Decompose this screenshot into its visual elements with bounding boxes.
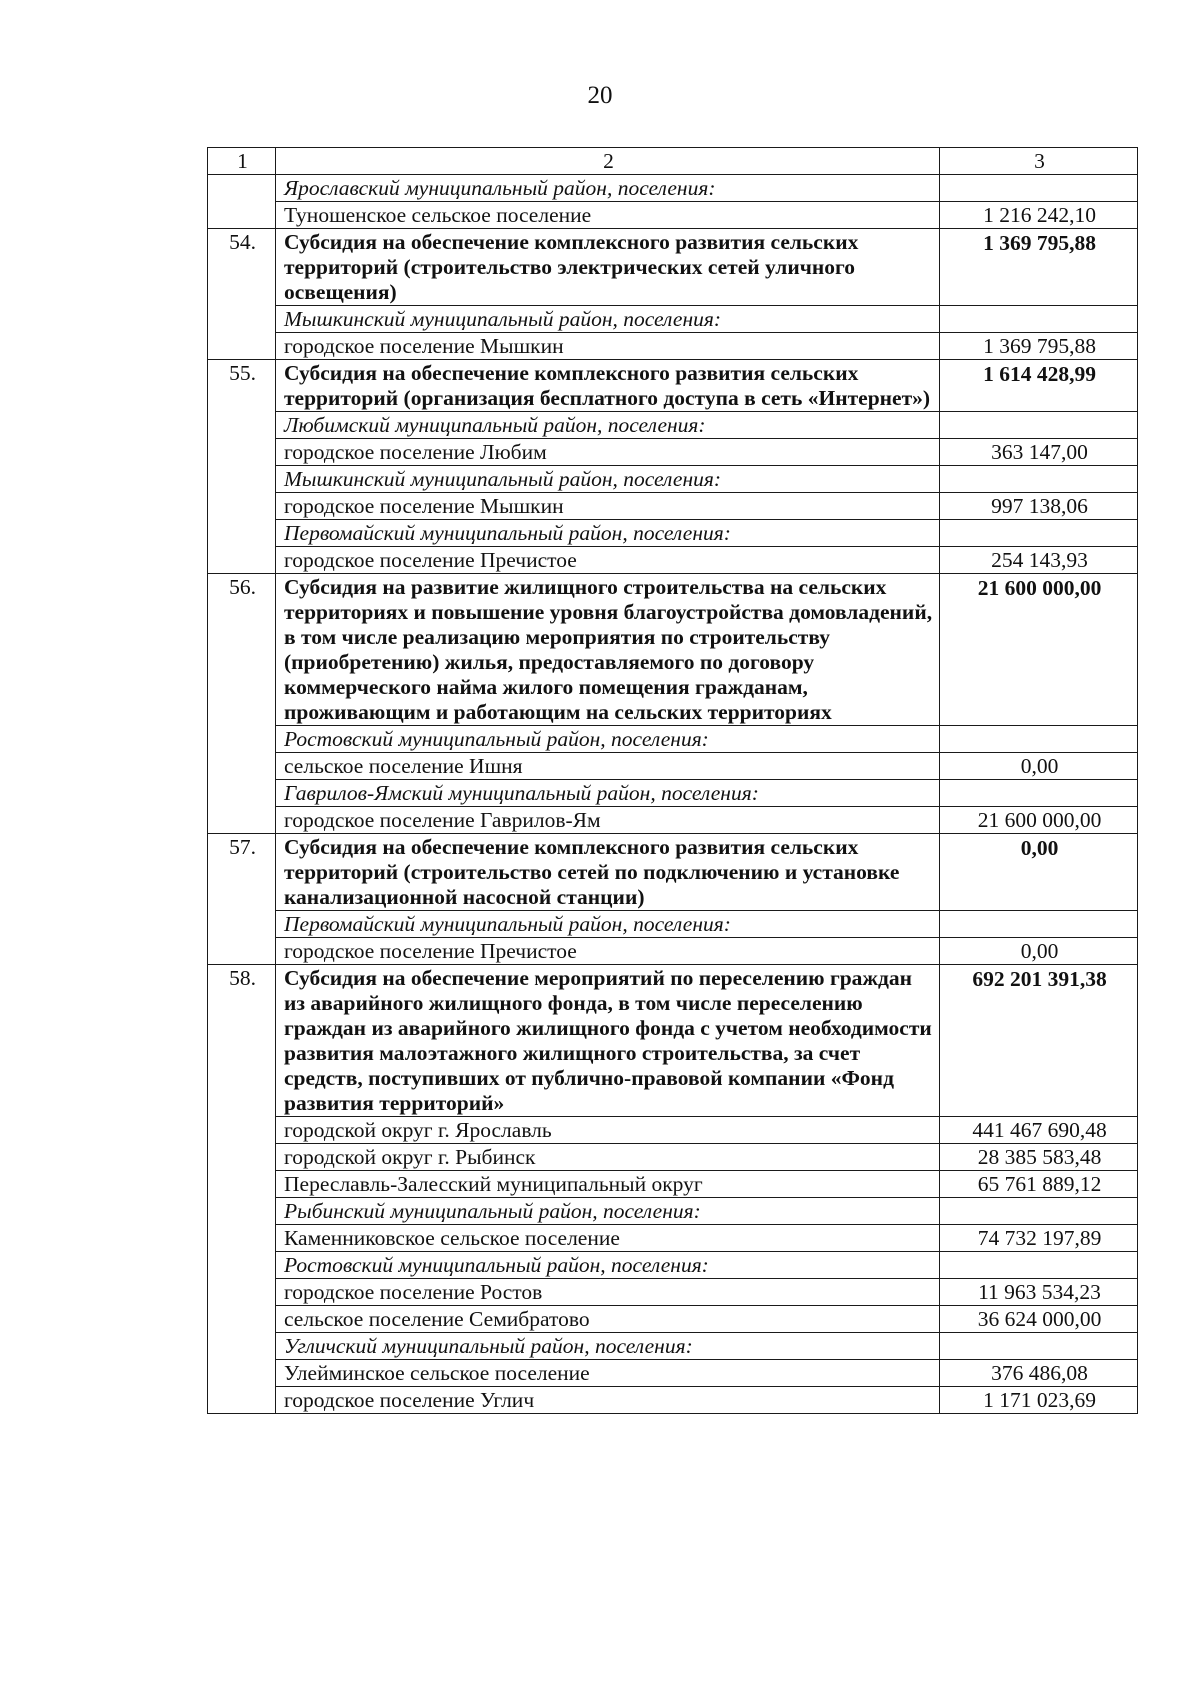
item-description: Субсидия на обеспечение комплексного развития сельских территорий (строительство электрических сетей уличного освещения) bbox=[276, 229, 940, 306]
table-row-item bbox=[208, 574, 1138, 726]
amount-cell: 1 614 428,99 bbox=[940, 360, 1138, 412]
table-row bbox=[208, 202, 1138, 229]
row-number-cell bbox=[208, 493, 276, 520]
table-row bbox=[208, 333, 1138, 360]
table-row bbox=[208, 493, 1138, 520]
table-body bbox=[208, 175, 1138, 1414]
district-subheader: Ярославский муниципальный район, поселения: bbox=[276, 175, 940, 202]
row-number-cell bbox=[208, 439, 276, 466]
row-number-cell bbox=[208, 547, 276, 574]
row-number-cell: 54. bbox=[208, 229, 276, 306]
amount-cell: 441 467 690,48 bbox=[940, 1117, 1138, 1144]
amount-cell: 376 486,08 bbox=[940, 1360, 1138, 1387]
table-row-item bbox=[208, 834, 1138, 911]
district-subheader: Мышкинский муниципальный район, поселения: bbox=[276, 466, 940, 493]
header-col-1: 1 bbox=[208, 148, 276, 175]
settlement-name: городское поселение Мышкин bbox=[276, 493, 940, 520]
row-number-cell bbox=[208, 1279, 276, 1306]
row-number-cell bbox=[208, 520, 276, 547]
item-description: Субсидия на развитие жилищного строительства на сельских территориях и повышение уровня благоустройства домовладений, в том числе реализацию мероприятия по строительству (приобретению) жилья, предоставляемого по договору коммерческого найма жилого помещения гражданам, проживающим и работающим на сельских территориях bbox=[276, 574, 940, 726]
table-row-item bbox=[208, 965, 1138, 1117]
settlement-name: городское поселение Мышкин bbox=[276, 333, 940, 360]
row-number-cell bbox=[208, 1171, 276, 1198]
table-row-subheader bbox=[208, 911, 1138, 938]
row-number-cell bbox=[208, 1225, 276, 1252]
settlement-name: городское поселение Ростов bbox=[276, 1279, 940, 1306]
row-number-cell bbox=[208, 1198, 276, 1225]
amount-cell: 21 600 000,00 bbox=[940, 807, 1138, 834]
table-row-item bbox=[208, 229, 1138, 306]
amount-cell: 0,00 bbox=[940, 753, 1138, 780]
row-number-cell: 57. bbox=[208, 834, 276, 911]
district-subheader: Угличский муниципальный район, поселения: bbox=[276, 1333, 940, 1360]
table-row-subheader bbox=[208, 175, 1138, 202]
header-col-2: 2 bbox=[276, 148, 940, 175]
district-subheader: Ростовский муниципальный район, поселения: bbox=[276, 1252, 940, 1279]
table-row bbox=[208, 753, 1138, 780]
row-number-cell bbox=[208, 753, 276, 780]
table-row-subheader bbox=[208, 1333, 1138, 1360]
amount-cell bbox=[940, 175, 1138, 202]
row-number-cell: 58. bbox=[208, 965, 276, 1117]
table-row bbox=[208, 439, 1138, 466]
amount-cell: 363 147,00 bbox=[940, 439, 1138, 466]
amount-cell bbox=[940, 1198, 1138, 1225]
row-number-cell bbox=[208, 1306, 276, 1333]
table-row bbox=[208, 1171, 1138, 1198]
district-subheader: Первомайский муниципальный район, поселения: bbox=[276, 520, 940, 547]
table-row-subheader bbox=[208, 306, 1138, 333]
settlement-name: Переславль-Залесский муниципальный округ bbox=[276, 1171, 940, 1198]
amount-cell bbox=[940, 520, 1138, 547]
item-description: Субсидия на обеспечение комплексного развития сельских территорий (строительство сетей по подключению и установке канализационной насосной станции) bbox=[276, 834, 940, 911]
table-row bbox=[208, 1306, 1138, 1333]
table-row bbox=[208, 807, 1138, 834]
district-subheader: Мышкинский муниципальный район, поселения: bbox=[276, 306, 940, 333]
table-row-subheader bbox=[208, 726, 1138, 753]
row-number-cell bbox=[208, 306, 276, 333]
table-row bbox=[208, 1387, 1138, 1414]
amount-cell: 0,00 bbox=[940, 938, 1138, 965]
amount-cell: 36 624 000,00 bbox=[940, 1306, 1138, 1333]
row-number-cell bbox=[208, 1117, 276, 1144]
amount-cell bbox=[940, 780, 1138, 807]
amount-cell: 21 600 000,00 bbox=[940, 574, 1138, 726]
row-number-cell: 55. bbox=[208, 360, 276, 412]
district-subheader: Гаврилов-Ямский муниципальный район, поселения: bbox=[276, 780, 940, 807]
table-row-subheader bbox=[208, 1252, 1138, 1279]
row-number-cell bbox=[208, 780, 276, 807]
row-number-cell bbox=[208, 938, 276, 965]
settlement-name: сельское поселение Семибратово bbox=[276, 1306, 940, 1333]
settlement-name: городское поселение Пречистое bbox=[276, 938, 940, 965]
page-number: 20 bbox=[587, 82, 613, 109]
amount-cell bbox=[940, 911, 1138, 938]
table-row bbox=[208, 547, 1138, 574]
table-row-subheader bbox=[208, 520, 1138, 547]
table-header-row bbox=[208, 148, 1138, 175]
amount-cell: 692 201 391,38 bbox=[940, 965, 1138, 1117]
row-number-cell bbox=[208, 1144, 276, 1171]
amount-cell: 74 732 197,89 bbox=[940, 1225, 1138, 1252]
row-number-cell bbox=[208, 202, 276, 229]
row-number-cell bbox=[208, 807, 276, 834]
amount-cell bbox=[940, 466, 1138, 493]
amount-cell: 997 138,06 bbox=[940, 493, 1138, 520]
amount-cell bbox=[940, 412, 1138, 439]
row-number-cell bbox=[208, 911, 276, 938]
district-subheader: Ростовский муниципальный район, поселения: bbox=[276, 726, 940, 753]
table-row bbox=[208, 1117, 1138, 1144]
table-row-subheader bbox=[208, 780, 1138, 807]
amount-cell: 1 216 242,10 bbox=[940, 202, 1138, 229]
table-row bbox=[208, 1360, 1138, 1387]
amount-cell: 28 385 583,48 bbox=[940, 1144, 1138, 1171]
district-subheader: Рыбинский муниципальный район, поселения: bbox=[276, 1198, 940, 1225]
amount-cell: 11 963 534,23 bbox=[940, 1279, 1138, 1306]
row-number-cell bbox=[208, 412, 276, 439]
settlement-name: Туношенское сельское поселение bbox=[276, 202, 940, 229]
amount-cell: 254 143,93 bbox=[940, 547, 1138, 574]
settlement-name: городское поселение Любим bbox=[276, 439, 940, 466]
district-subheader: Любимский муниципальный район, поселения: bbox=[276, 412, 940, 439]
table-row bbox=[208, 938, 1138, 965]
amount-cell bbox=[940, 1252, 1138, 1279]
header-col-3: 3 bbox=[940, 148, 1138, 175]
table-row-item bbox=[208, 360, 1138, 412]
table-row-subheader bbox=[208, 466, 1138, 493]
table-row-subheader bbox=[208, 1198, 1138, 1225]
settlement-name: Каменниковское сельское поселение bbox=[276, 1225, 940, 1252]
settlement-name: Улейминское сельское поселение bbox=[276, 1360, 940, 1387]
table-row bbox=[208, 1279, 1138, 1306]
row-number-cell bbox=[208, 466, 276, 493]
settlement-name: сельское поселение Ишня bbox=[276, 753, 940, 780]
table-row bbox=[208, 1225, 1138, 1252]
settlement-name: городское поселение Гаврилов-Ям bbox=[276, 807, 940, 834]
settlement-name: городское поселение Углич bbox=[276, 1387, 940, 1414]
amount-cell bbox=[940, 1333, 1138, 1360]
row-number-cell bbox=[208, 1360, 276, 1387]
row-number-cell bbox=[208, 175, 276, 202]
row-number-cell bbox=[208, 1252, 276, 1279]
amount-cell: 0,00 bbox=[940, 834, 1138, 911]
amount-cell: 1 171 023,69 bbox=[940, 1387, 1138, 1414]
amount-cell bbox=[940, 726, 1138, 753]
subsidy-table bbox=[207, 147, 1138, 1414]
amount-cell: 65 761 889,12 bbox=[940, 1171, 1138, 1198]
row-number-cell bbox=[208, 1333, 276, 1360]
table-row bbox=[208, 1144, 1138, 1171]
row-number-cell bbox=[208, 726, 276, 753]
item-description: Субсидия на обеспечение комплексного развития сельских территорий (организация бесплатного доступа в сеть «Интернет») bbox=[276, 360, 940, 412]
item-description: Субсидия на обеспечение мероприятий по переселению граждан из аварийного жилищного фонда, в том числе переселению граждан из аварийного жилищного фонда с учетом необходимости развития малоэтажного жилищного строительства, за счет средств, поступивших от публично-правовой компании «Фонд развития территорий» bbox=[276, 965, 940, 1117]
settlement-name: городское поселение Пречистое bbox=[276, 547, 940, 574]
row-number-cell bbox=[208, 1387, 276, 1414]
district-subheader: Первомайский муниципальный район, поселения: bbox=[276, 911, 940, 938]
settlement-name: городской округ г. Ярославль bbox=[276, 1117, 940, 1144]
row-number-cell bbox=[208, 333, 276, 360]
amount-cell: 1 369 795,88 bbox=[940, 333, 1138, 360]
settlement-name: городской округ г. Рыбинск bbox=[276, 1144, 940, 1171]
amount-cell bbox=[940, 306, 1138, 333]
row-number-cell: 56. bbox=[208, 574, 276, 726]
amount-cell: 1 369 795,88 bbox=[940, 229, 1138, 306]
table-row-subheader bbox=[208, 412, 1138, 439]
